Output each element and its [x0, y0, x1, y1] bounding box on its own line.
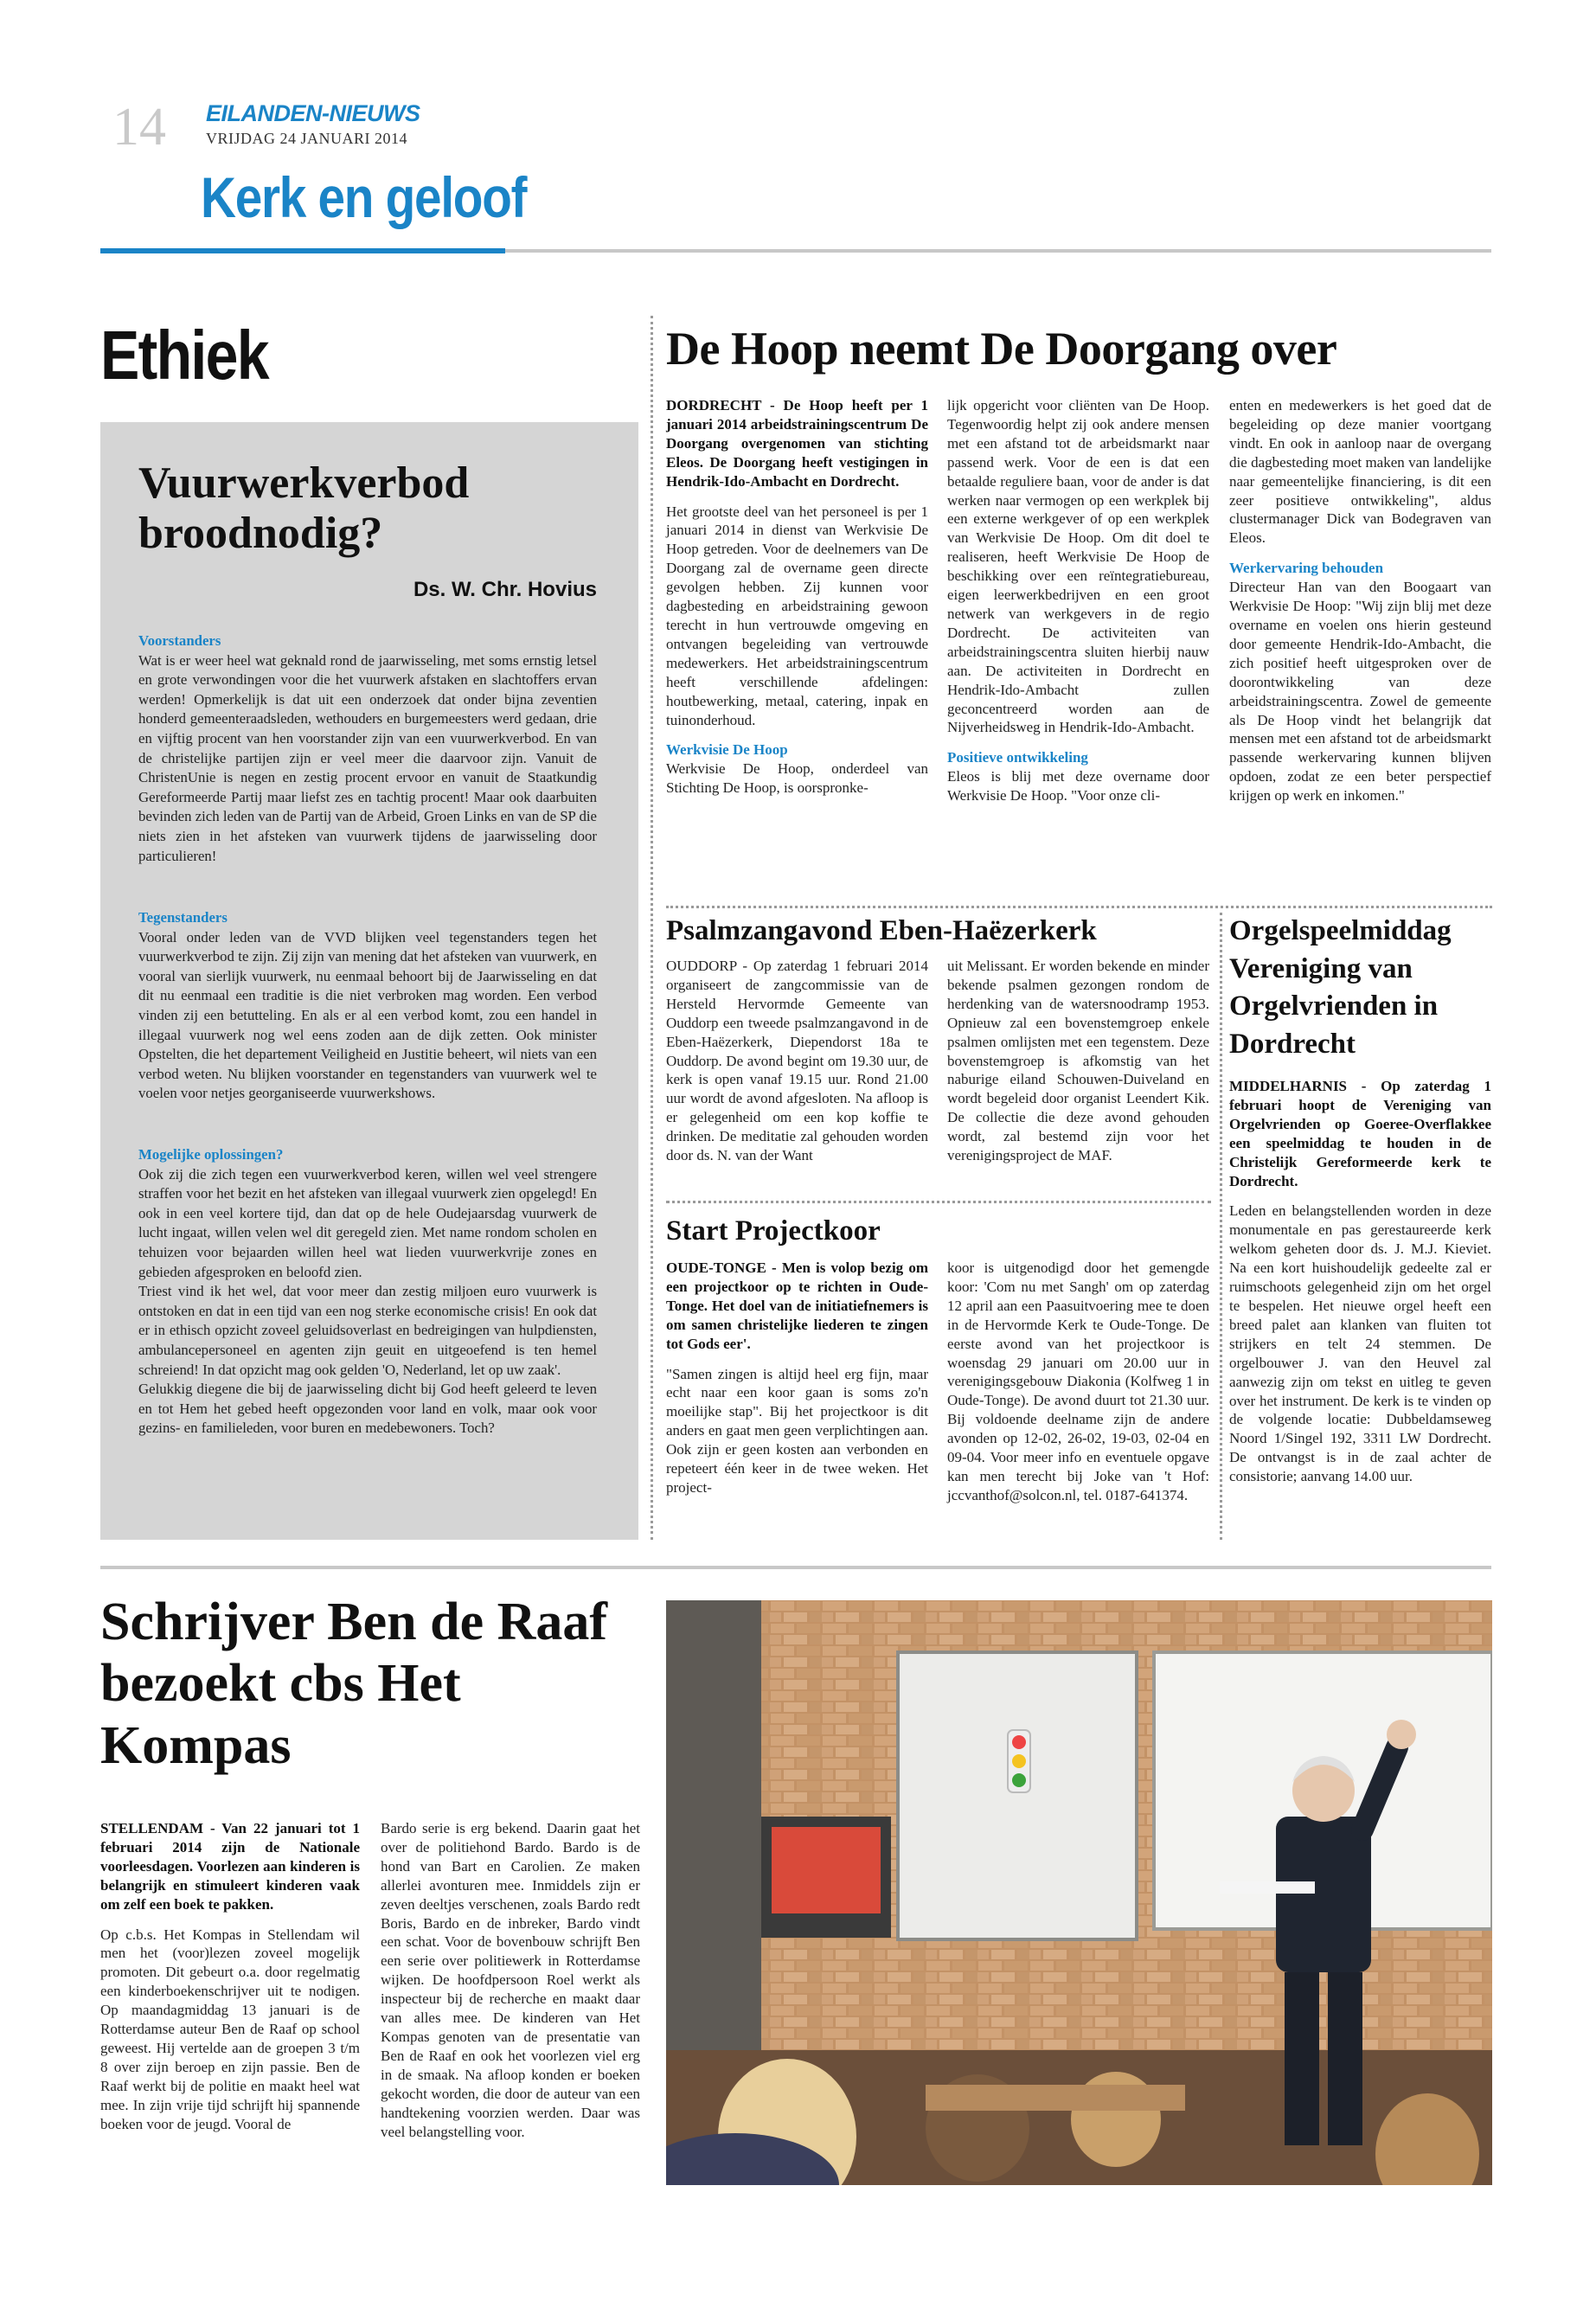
subheading: Positieve ontwikkeling [947, 749, 1088, 766]
masthead-logo: EILANDEN-NIEUWS [206, 100, 420, 126]
paragraph: enten en medewerkers is het goed dat de begeleiding op deze manier voortgang vindt. En ook in aanloop naar de overgang die dagbesteding moet maken van landelijke naar gemeentelijke financiering, is dit een zeer positieve ontwikkeling", aldus clustermanager Dick van Bodegraven van Eleos. [1229, 397, 1491, 547]
psalm-column-2 [947, 957, 1209, 1165]
hoop-column-3 [1229, 396, 1491, 805]
ethiek-section-tegenstanders [138, 908, 597, 1104]
paragraph: koor is uitgenodigd door het gemengde koor: 'Com nu met Sangh' om op zaterdag 12 april aan een Paasuitvoering mee te doen in de Hervormde Kerk te Oude-Tonge. De eerste avond van het projectkoor is woensdag 29 januari om 20.00 uur in verenigingsgebouw Diakonia (Kolfweg 1 in Oude-Tonge). De avond duurt tot 21.30 uur. Bij voldoende deelname zijn de andere avonden op 12-02, 26-02, 19-03, 02-04 en 09-04. Voor meer info en eventuele opgave kan men terecht bij Joke van 't Hof: jccvanthof@solcon.nl, tel. 0187-641374. [947, 1259, 1209, 1503]
paragraph: Ook zij die zich tegen een vuurwerkverbod keren, willen wel veel strengere straffen voor het bezit en het afsteken van illegaal vuurwerk zien opgelegd! En ook in een veel kortere tijd, dan dat op de hele Oudejaarsdag vuurwerk de lucht ingaat, willen velen wel dit geregeld zien. Met name rondom scholen en tehuizen voor bejaarden willen heel wat lieden vuurwerkvrije zones en gebieden afgesproken en beloofd zien. [138, 1165, 597, 1280]
section-title: Kerk en geloof [201, 165, 527, 229]
ethiek-headline: Vuurwerkverbod broodnodig? [138, 458, 470, 559]
paragraph: Bardo serie is erg bekend. Daarin gaat het over de politiehond Bardo. Bardo is de hond van Bart en Carolien. Ze maken allerlei avonturen mee. Inmiddels zijn er zeven deeltjes verschenen, zoals Bardo redt Boris, Bardo en de inbreker, Bardo vindt een schat. Voor de bovenbouw schrijft Ben een serie over politiewerk in Rotterdamse wijken. De hoofdpersoon Roel werkt als inspecteur bij de recherche en maakt daar van alles mee. De kinderen van Het Kompas genoten van de presentatie van Ben de Raaf en ook het voorlezen viel erg in de smaak. Na afloop konden er boeken gekocht worden, die door de auteur van een handtekening voorzien werden. Daar was veel belangstelling voor. [381, 1820, 640, 2140]
paragraph: Vooral onder leden van de VVD blijken veel tegenstanders tegen het vuurwerkverbod te zijn. Zij zijn van mening dat het afsteken van vuurwerk, en vooral van sierlijk vuurwerk, nu eenmaal behoort bij de Jaarwisseling en dat dit nu eenmaal een traditie is die niet verbroken mag worden. Een verbod vinden zij een betutteling. En als er al een verbod komt, zou een handel in illegaal vuurwerk nog wel eens zoden aan de dijk zetten. Ook minister Opstelten, die het departement Veiligheid en Justitie beheert, wil niets van een verbod weten. Nu blijken voorstander en tegenstanders van vuurwerk wel te voelen voor netjes georganiseerde vuurwerkshows. [138, 928, 597, 1102]
subheading: Voorstanders [138, 632, 221, 649]
ethiek-section-oplossingen [138, 1145, 597, 1439]
paragraph: Eleos is blij met deze overname door Werkvisie De Hoop. "Voor onze cli- [947, 768, 1209, 804]
paragraph: Gelukkig diegene die bij de jaarwisseling dicht bij God heeft geleerd te leven en tot Hem het gebed heeft opgezonden voor land en volk, maar ook voor gezins- en familieleden, voor buren en medebewoners. Toch? [138, 1381, 597, 1437]
article-divider [666, 1201, 1211, 1203]
section-rule [505, 249, 1491, 253]
ben-headline: Schrijver Ben de Raaf bezoekt cbs Het Kompas [100, 1593, 608, 1775]
page-number: 14 [112, 98, 166, 157]
orgel-column [1229, 1077, 1491, 1486]
ben-column-1 [100, 1819, 360, 2134]
bottom-rule [100, 1566, 1491, 1569]
hoop-headline: De Hoop neemt De Doorgang over [666, 323, 1337, 375]
koor-column-1 [666, 1259, 928, 1497]
subheading: Tegenstanders [138, 909, 228, 926]
subheading: Werkervaring behouden [1229, 560, 1384, 577]
classroom-photo [666, 1600, 1492, 2185]
paragraph: Leden en belangstellenden worden in deze monumentale en pas gerestaureerde kerk welkom geheten door ds. J. M.J. Kieviet. Na een kort huishoudelijk gedeelte zal er ruimschoots gelegenheid zijn om het orgel te bespelen. Het nieuwe orgel heeft een breed palet aan klanken van fluiten tot strijkers en telt 24 stemmen. De orgelbouwer J. van den Heuvel zal aanwezig zijn om tekst en uitleg te geven over het instrument. De kerk is te vinden op de volgende locatie: Dubbeldamseweg Noord 1/Singel 192, 3311 LW Dordrecht. De ontvangst is in de zaal achter de consistorie; aanvang 14.00 uur. [1229, 1202, 1491, 1485]
psalm-headline: Psalmzangavond Eben-Haëzerkerk [666, 915, 1097, 946]
hoop-column-1 [666, 396, 928, 798]
paragraph: uit Melissant. Er worden bekende en minder bekende psalmen gezongen rondom de herdenking van de watersnoodramp 1953. Opnieuw zal een bovenstemgroep enkele psalmen omlijsten met een tegenstem. Deze bovenstemgroep is afkomstig van het naburige eiland Schouwen-Duiveland en wordt begeleid door organist Leendert Kik. De collectie die deze avond gehouden wordt, zal bestemd zijn voor het verenigingsproject de MAF. [947, 958, 1209, 1164]
issue-date: VRIJDAG 24 JANUARI 2014 [206, 130, 408, 147]
paragraph: Werkvisie De Hoop, onderdeel van Stichting De Hoop, is oorspronke- [666, 760, 928, 797]
article-lead: DORDRECHT - De Hoop heeft per 1 januari 2014 arbeidstrainingscentrum De Doorgang overgenomen van stichting Eleos. De Doorgang heeft vestigingen in Hendrik-Ido-Ambacht en Dordrecht. [666, 397, 928, 490]
article-lead: OUDE-TONGE - Men is volop bezig om een projectkoor op te richten in Oude-Tonge. Het doel van de initiatiefnemers is om samen christelijke liederen te zingen tot Gods eer'. [666, 1259, 928, 1352]
article-divider [666, 906, 1492, 908]
ben-column-2 [381, 1819, 640, 2141]
koor-headline: Start Projectkoor [666, 1215, 881, 1247]
paragraph: Op c.b.s. Het Kompas in Stellendam wil men het (voor)lezen zoveel mogelijk promoten. Dit gebeurt o.a. door regelmatig een kinderboekenschrijver uit te nodigen. Op maandagmiddag 13 januari is de Rotterdamse auteur Ben de Raaf op school geweest. Hij vertelde aan de groepen 3 t/m 8 over zijn beroep en zijn passie. Ben de Raaf werkt bij de politie en maakt heel wat mee. In zijn vrije tijd schrijft hij spannende boeken voor de jeugd. Vooral de [100, 1926, 360, 2132]
ethiek-author: Ds. W. Chr. Hovius [413, 578, 597, 601]
psalm-column-1 [666, 957, 928, 1165]
paragraph: Triest vind ik het wel, dat voor meer dan zestig miljoen euro vuurwerk is ontstoken en dat in een tijd van een nog sterke economische crisis! En ook dat er in ethisch opzicht zoveel geluidsoverlast en bedreigingen van hulpdiensten, ambulancepersoneel en agenten zijn geuit en uitgeoefend is ten hemel schreiend! In dat opzicht mag ook gelden 'O, Nederland, let op uw zaak'. [138, 1283, 597, 1378]
paragraph: Het grootste deel van het personeel is per 1 januari 2014 in dienst van Werkvisie De Hoop getreden. Voor de deelnemers van De Doorgang zal de overname geen directe gevolgen hebben. Zij kunnen voor dagbesteding en arbeidstraining gewoon terecht in hun vertrouwde omgeving en ontvangen begeleiding van vertrouwde medewerkers. Het arbeidstrainingscentrum heeft verschillende afdelingen: houtbewerking, metaal, catering, inpak en tuinonderhoud. [666, 503, 928, 728]
paragraph: Directeur Han van den Boogaart van Werkvisie De Hoop: "Wij zijn blij met deze overname en voelen ons hierin gesteund door gemeente Hendrik-Ido-Ambacht, die zich positief heeft uitgesproken over de doorontwikkeling van deze arbeidstrainingscentra. Zowel de gemeente als De Hoop vindt het belangrijk dat mensen met een afstand tot de arbeidsmarkt passende werkervaring kunnen blijven opdoen, zodat ze een beter perspectief krijgen op werk en inkomen." [1229, 579, 1491, 804]
orgel-headline: Orgelspeelmiddag Vereniging van Orgelvrienden in Dordrecht [1229, 915, 1452, 1060]
article-lead: STELLENDAM - Van 22 januari tot 1 februari 2014 zijn de Nationale voorleesdagen. Voorlezen aan kinderen is belangrijk en stimuleert kinderen vaak om zelf een boek te pakken. [100, 1820, 360, 1913]
ethiek-section-voorstanders [138, 631, 597, 866]
ethiek-label: Ethiek [100, 317, 268, 394]
koor-column-2 [947, 1259, 1209, 1505]
article-lead: MIDDELHARNIS - Op zaterdag 1 februari hoopt de Vereniging van Orgelvrienden op Goeree-Overflakkee een speelmiddag te houden in de Christelijk Gereformeerde kerk te Dordrecht. [1229, 1078, 1491, 1189]
subheading: Mogelijke oplossingen? [138, 1146, 284, 1163]
classroom-photo-illustration [666, 1600, 1492, 2185]
hoop-column-2 [947, 396, 1209, 805]
paragraph: Wat is er weer heel wat geknald rond de jaarwisseling, met soms ernstig letsel en grote verwondingen voor die het vuurwerk afstaken en slachtoffers ervan werden! Opmerkelijk is dat uit een onderzoek dat onder bijna zeventien honderd gemeenteraadsleden, wethouders en burgemeesters werd gedaan, drie en vijftig procent van hen voorstander zijn van een vuurwerkverbod. En van de christelijke partijen zijn er veel meer die daarvoor zijn. Vanuit de ChristenUnie is negen en zestig procent ervoor en vanuit de Staatkundig Gereformeerde Partij maar liefst zes en tachtig procent! Maar ook daarbuiten bevinden zich leden van de Partij van de Arbeid, Groen Links en van de SP die niets zien in het afsteken van vuurwerk tijdens de jaarwisseling door particulieren! [138, 651, 597, 864]
column-divider [1220, 913, 1222, 1540]
section-rule-accent [100, 248, 505, 253]
column-divider [651, 316, 653, 1540]
paragraph: "Samen zingen is altijd heel erg fijn, maar echt naar een koor gaan is soms zo'n moeilijke stap". Bij het projectkoor is dit anders en gaat men geen verplichtingen aan. Ook zijn er geen kosten aan verbonden en repeteert één keer in de twee weken. Het project- [666, 1365, 928, 1496]
paragraph: lijk opgericht voor cliënten van De Hoop. Tegenwoordig helpt zij ook andere mensen met een afstand tot de arbeidsmarkt naar passend werk. Voor de een is dat een betaalde reguliere baan, voor de ander is dat werken naar vermogen op een werkplek bij een externe werkgever of op een werkplek van Werkvisie De Hoop. Om dit doel te realiseren, heeft Werkvisie De Hoop de beschikking over een reïntegratiebureau, eigen leerwerkbedrijven en een groot netwerk van werkgevers in de regio Dordrecht. De activiteiten van arbeidstrainingscentra sluiten hierbij nauw aan. De activiteiten in Dordrecht en Hendrik-Ido-Ambacht zullen geconcentreerd worden aan de Nijverheidsweg in Hendrik-Ido-Ambacht. [947, 397, 1209, 736]
paragraph: OUDDORP - Op zaterdag 1 februari 2014 organiseert de zangcommissie van de Hersteld Hervormde Gemeente van Ouddorp een tweede psalmzangavond in de Eben-Haëzerkerk, Diependorst 18a te Ouddorp. De avond begint om 19.30 uur, de kerk is open vanaf 19.15 uur. Rond 21.00 uur wordt de avond afgesloten. Na afloop is er gelegenheid om een kop koffie te drinken. De meditatie zal gehouden worden door ds. N. van der Want [666, 958, 928, 1164]
subheading: Werkvisie De Hoop [666, 741, 788, 759]
